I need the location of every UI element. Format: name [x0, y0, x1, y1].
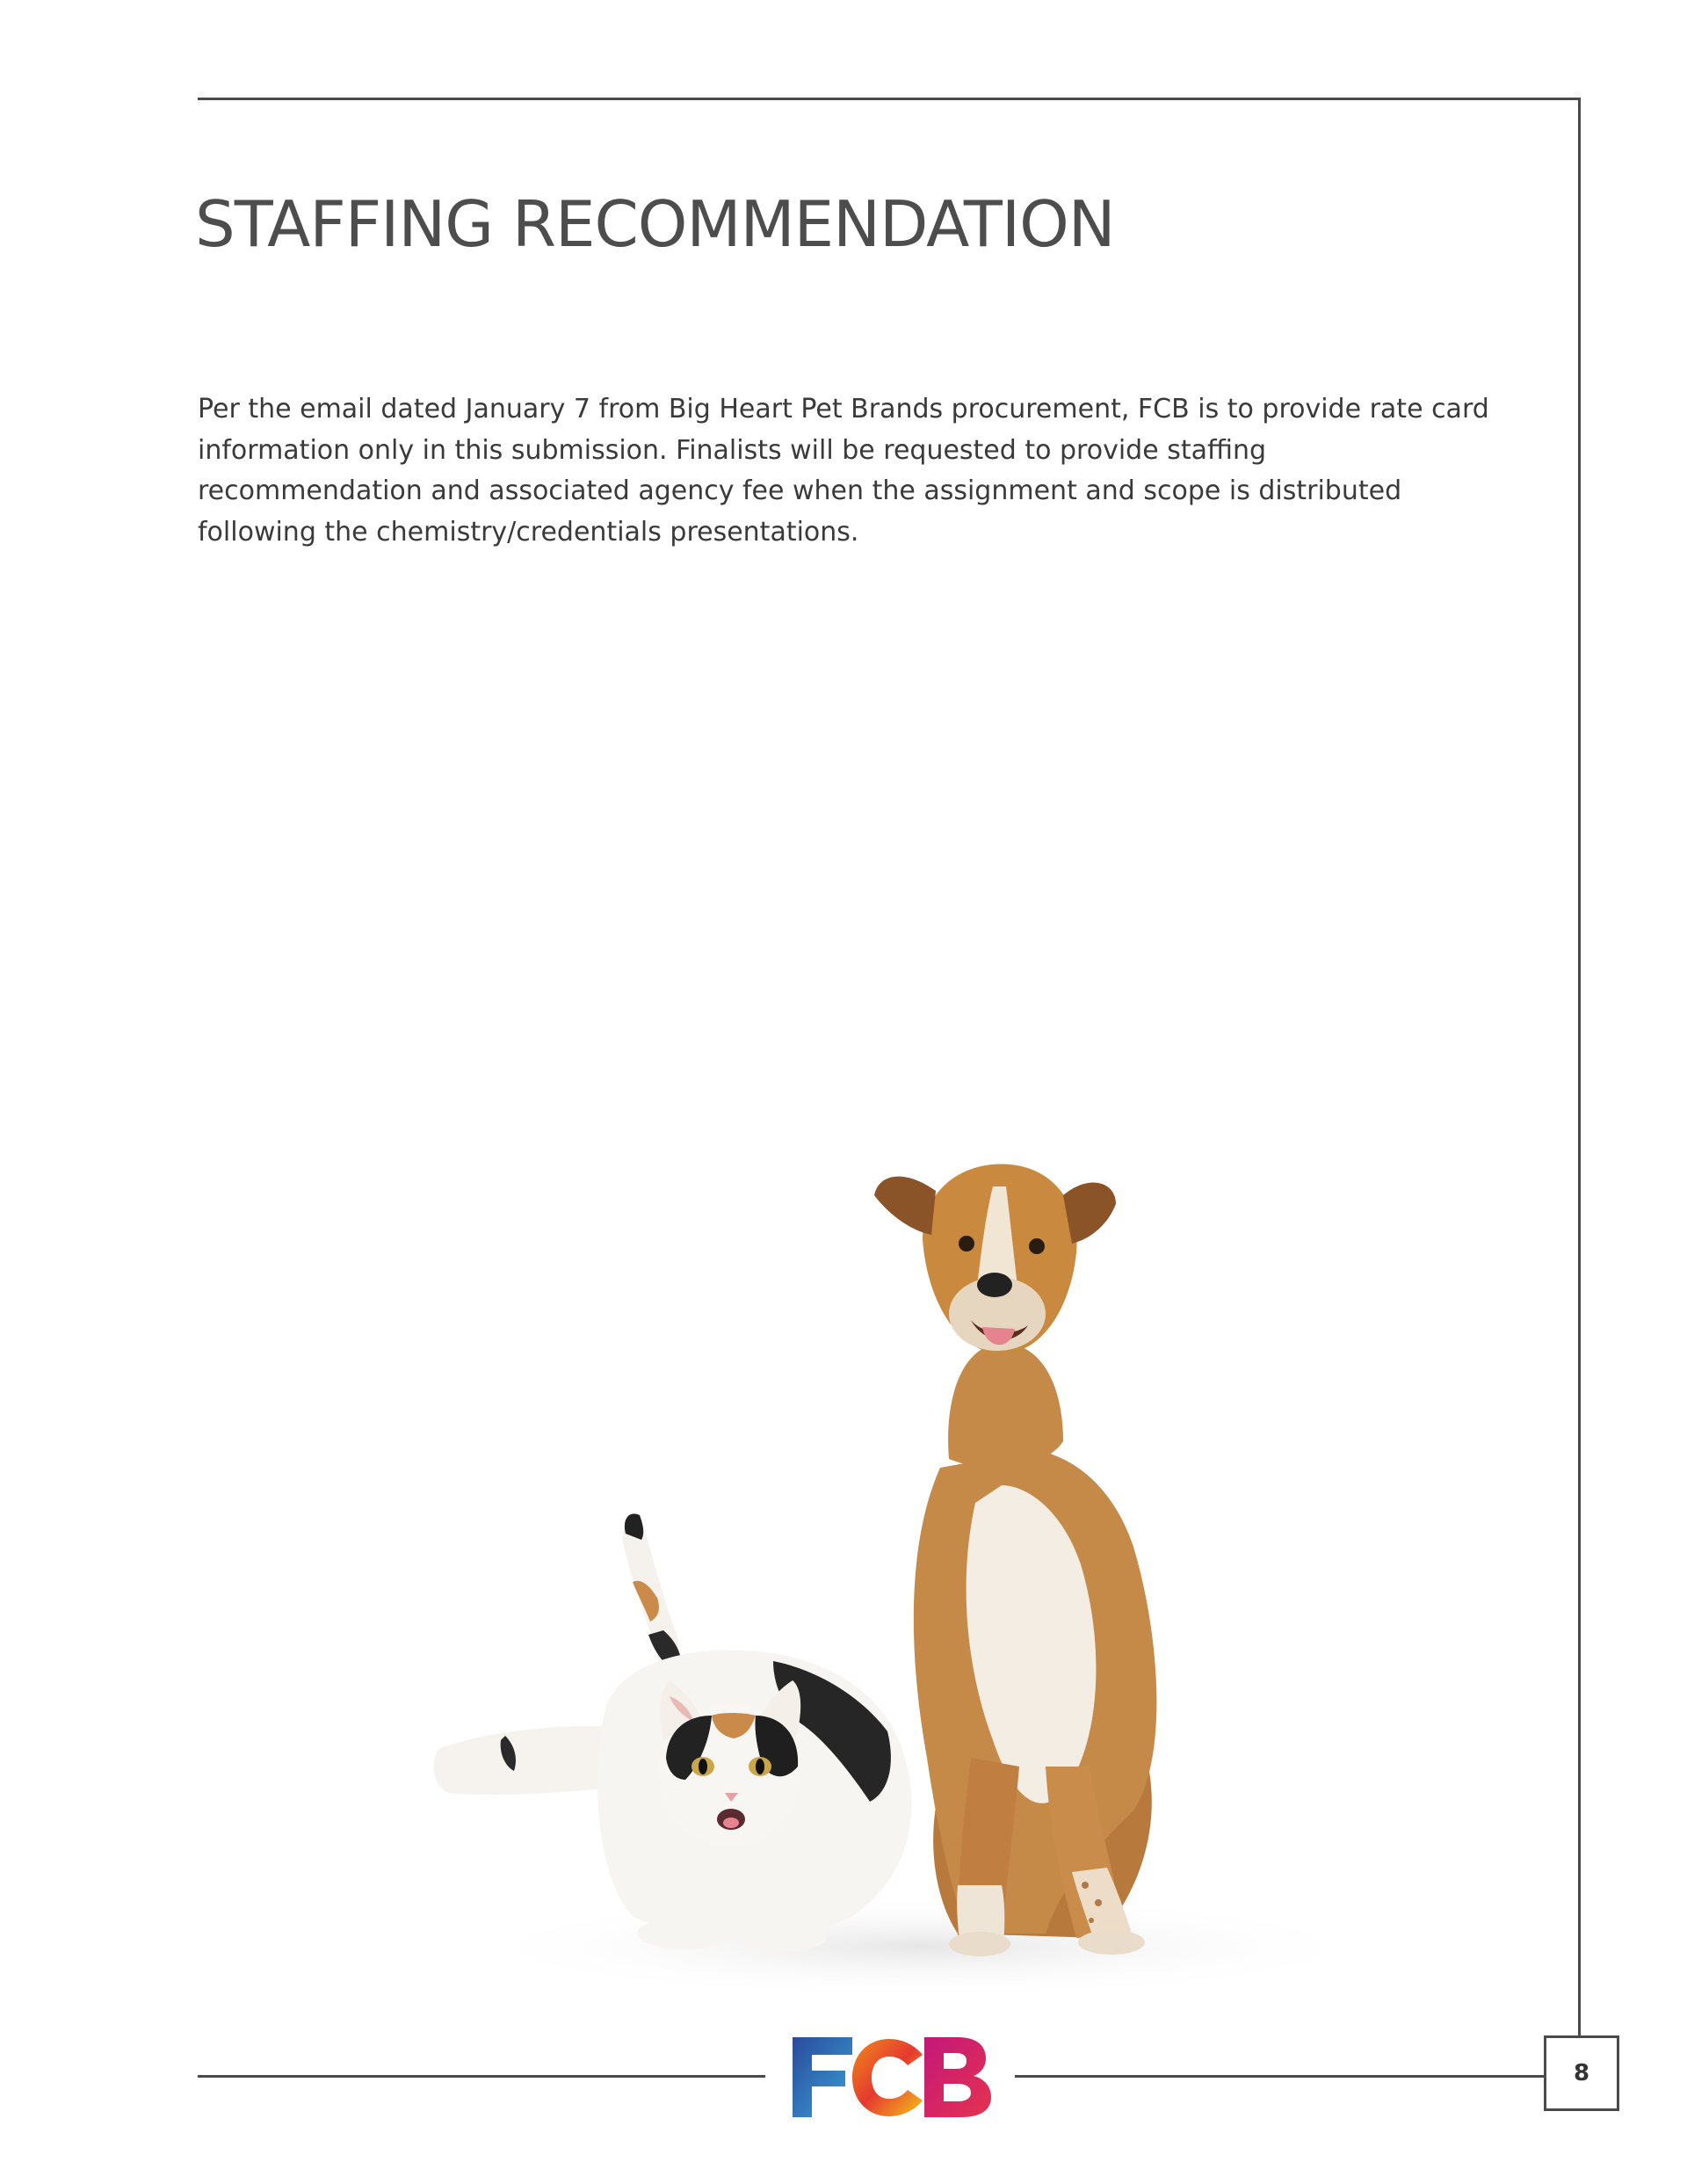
fcb-logo [791, 2035, 993, 2119]
body-paragraph: Per the email dated January 7 from Big Heart Pet Brands procurement, FCB is to provide rate card information only in this submission. Finalists will be requested to provide staffing recommendation and associated agency fee when the assignment and scope is distributed following the chemistry/credentials presentations. [198, 394, 1489, 548]
dog-figure [874, 1164, 1156, 1956]
frame-right-border [1578, 98, 1581, 2036]
footer-rule-right [1015, 2075, 1545, 2078]
cat-and-dog-photo [431, 1090, 1397, 2004]
page-title: STAFFING RECOMMENDATION [195, 187, 1115, 261]
frame-top-border [198, 98, 1581, 100]
cat-figure [433, 1513, 911, 1952]
footer-rule-left [198, 2075, 765, 2078]
page-number: 8 [1544, 2035, 1619, 2111]
